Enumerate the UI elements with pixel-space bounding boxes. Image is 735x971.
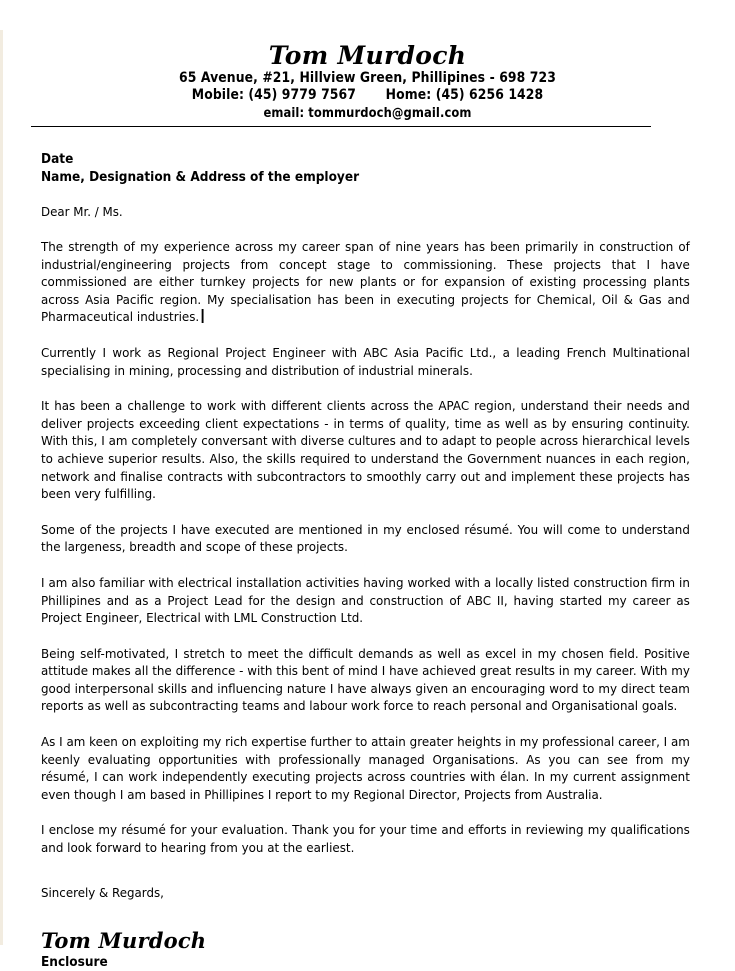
body-paragraph-4: Some of the projects I have executed are mentioned in my enclosed résumé. You will come to understand the largeness, breadth and scope of these projects.	[41, 521, 690, 555]
salutation: Dear Mr. / Ms.	[41, 204, 123, 219]
body-paragraph-5: I am also familiar with electrical installation activities having worked with a locally listed construction firm in Phillipines and as a Project Lead for the design and construction of ABC II, having started my career as Project Engineer, Electrical with LML Construction Ltd.	[41, 574, 690, 626]
letter-body	[0, 127, 735, 971]
letterhead-email: email: tommurdoch@gmail.com	[263, 105, 472, 121]
enclosure-label: Enclosure	[41, 953, 108, 970]
body-paragraph-3: It has been a challenge to work with different clients across the APAC region, understand their needs and deliver projects exceeding client expectations - in terms of quality, time as well as by ensuring continuity. With this, I am completely conversant with diverse cultures and to adapt to people across hierarchical levels to achieve superior results. Also, the skills required to understand the Government nuances in each region, network and finalise contracts with subcontractors to smoothly carry out and implement these projects has been very fulfilling.	[41, 398, 690, 502]
recipient-address-line: Name, Designation & Address of the employer	[41, 168, 360, 185]
letterhead-mobile: Mobile: (45) 9779 7567	[191, 87, 356, 103]
recipient-date-line: Date	[41, 151, 74, 167]
text-cursor-caret	[202, 309, 204, 323]
body-paragraph-2: Currently I work as Regional Project Engineer with ABC Asia Pacific Ltd., a leading French Multinational specialising in mining, processing and distribution of industrial minerals.	[41, 344, 690, 378]
closing-signoff: Sincerely & Regards,	[41, 884, 164, 900]
paragraph-1-text: The strength of my experience across my career span of nine years has been primarily in construction of industrial/engineering projects from concept stage to commissioning. These projects that I have commissioned are either turnkey projects for new plants or for expansion of existing processing plants across Asia Pacific region. My specialisation has been in executing projects for Chemical, Oil & Gas and Pharmaceutical industries.	[41, 239, 690, 325]
body-paragraph-1	[41, 238, 690, 326]
letterhead-phone-line	[18, 87, 716, 104]
body-paragraph-8: I enclose my résumé for your evaluation. Thank you for your time and efforts in reviewing my qualifications and look forward to hearing from you at the earliest.	[41, 822, 690, 856]
letterhead	[0, 0, 735, 127]
letterhead-home: Home: (45) 6256 1428	[385, 87, 544, 103]
recipient-block	[41, 151, 690, 186]
body-paragraph-7: As I am keen on exploiting my rich expertise further to attain greater heights in my professional career, I am keenly evaluating opportunities with professionally managed Organisations. As you can see from my résumé, I can work independently executing projects across countries with élan. In my current assignment even though I am based in Phillipines I report to my Regional Director, Projects from Australia.	[41, 734, 690, 802]
letterhead-address: 65 Avenue, #21, Hillview Green, Phillipines - 698 723	[179, 70, 556, 86]
signature-name: Tom Murdoch	[41, 927, 207, 953]
body-paragraph-6: Being self-motivated, I stretch to meet the difficult demands as well as excel in my chosen field. Positive attitude makes all the difference - with this bent of mind I have achieved great results in my career. With my good interpersonal skills and influencing nature I have always given an encouraging word to my direct team reports as well as subcontracting teams and labour work force to reach personal and Organisational goals.	[41, 645, 690, 714]
letterhead-name: Tom Murdoch	[268, 41, 467, 70]
